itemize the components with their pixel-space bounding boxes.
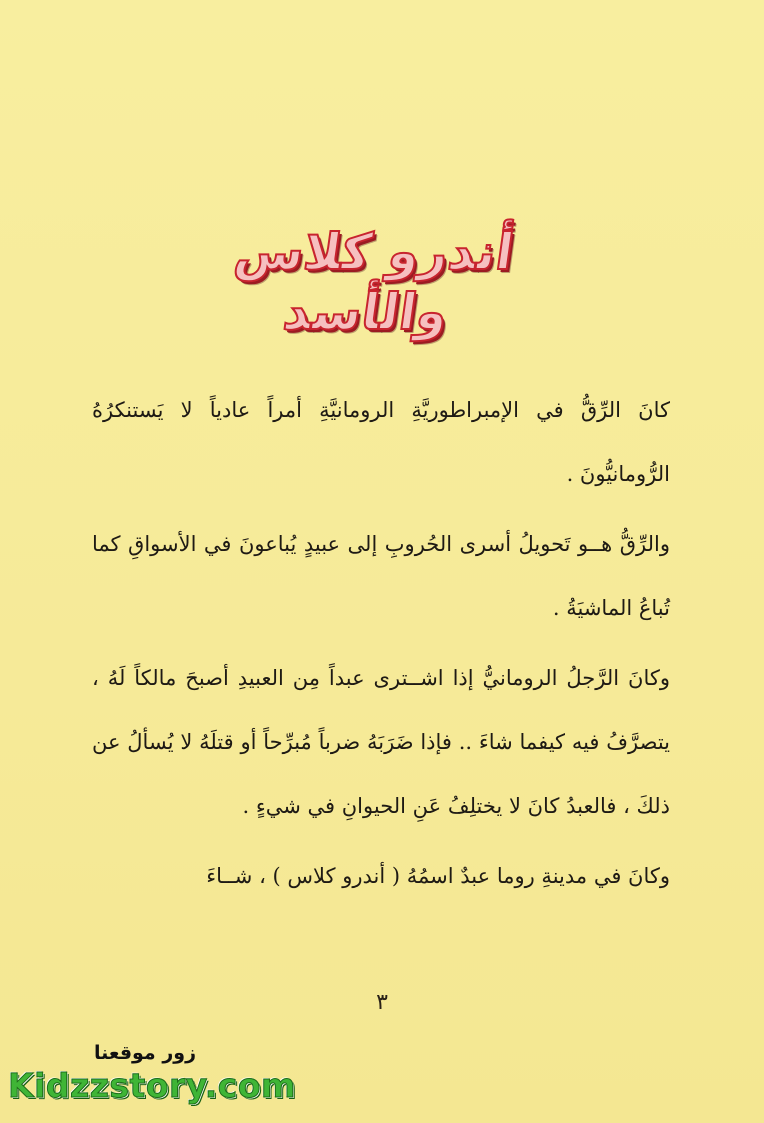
page-number: ٣ <box>376 990 388 1015</box>
paragraph-3: وكانَ الرَّجلُ الرومانيُّ إذا اشــترى عبداً مِن العبيدِ أصبحَ مالكاً لَهُ ، يتصرَّفُ فيه كيفما شاءَ .. فإذا ضَرَبَهُ ضرباً مُبرِّحاً أو قتلَهُ لا يُسألُ عن ذلكَ ، فالعبدُ كانَ لا يختلِفُ عَنِ الحيوانِ في شيءٍ . <box>92 666 670 818</box>
watermark-site-logo[interactable]: Kidzzstory.com <box>8 1066 296 1105</box>
story-title: أندرو كلاس والأسد <box>231 223 518 341</box>
paragraph-2: والرِّقُّ هــو تَحويلُ أسرى الحُروبِ إلى عبيدٍ يُباعونَ في الأسواقِ كما تُباعُ الماشيَةُ . <box>92 532 670 620</box>
watermark-visit-text: زور موقعنا <box>93 1042 197 1064</box>
story-body <box>92 378 670 908</box>
paragraph-1: كانَ الرِّقُّ في الإمبراطوريَّةِ الرومانيَّةِ أمراً عادياً لا يَستنكرُهُ الرُّومانيُّونَ . <box>92 398 670 486</box>
paragraph-4: وكانَ في مدينةِ روما عبدٌ اسمُهُ ( أندرو كلاس ) ، شــاءَ <box>206 864 670 888</box>
